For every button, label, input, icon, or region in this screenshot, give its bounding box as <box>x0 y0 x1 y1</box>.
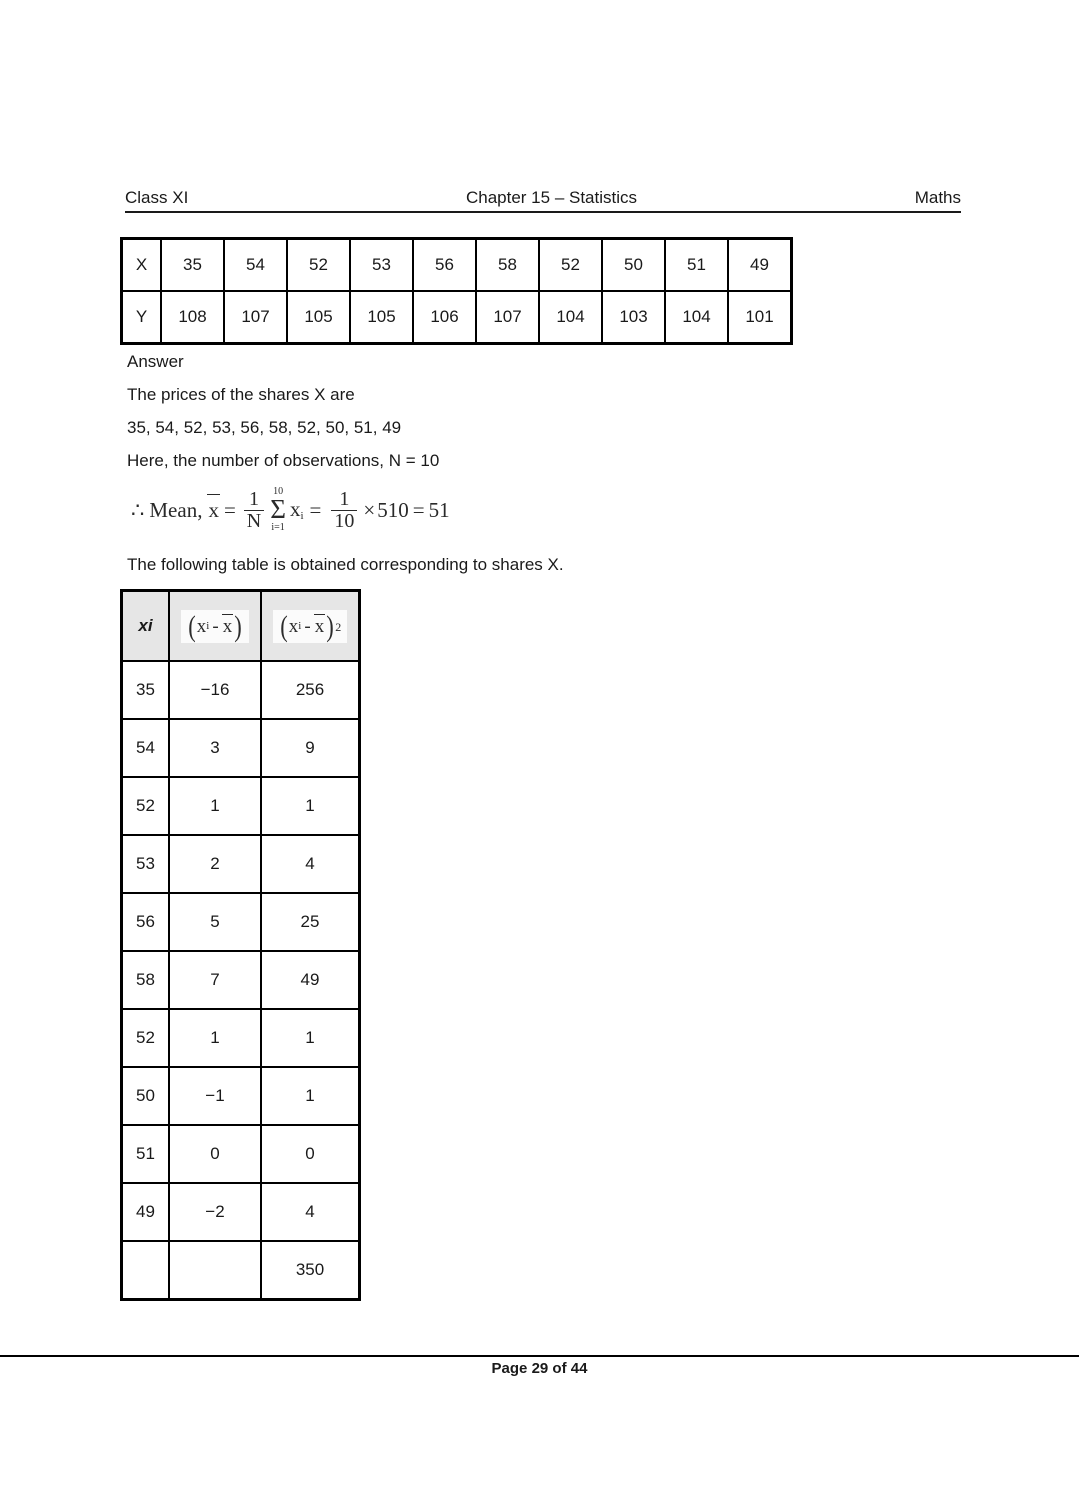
mean-label: Mean, <box>149 497 203 522</box>
cell-xi: 58 <box>122 951 170 1009</box>
answer-heading: Answer <box>127 352 184 371</box>
cell-dev: 3 <box>169 719 261 777</box>
open-paren: ( <box>188 609 196 643</box>
table-row <box>122 893 360 951</box>
table-row <box>122 719 360 777</box>
fraction-numerator: 1 <box>339 487 350 510</box>
cell-dev: 2 <box>169 835 261 893</box>
summand-term <box>290 497 304 522</box>
cell-xi: 53 <box>122 835 170 893</box>
cell-xi: 49 <box>122 1183 170 1241</box>
cell-dev-empty <box>169 1241 261 1300</box>
cell-sq: 256 <box>261 661 360 719</box>
table-header-row <box>122 591 360 662</box>
header-deviation <box>169 591 261 662</box>
cell-x-8: 51 <box>665 239 728 292</box>
equals-sign-1: = <box>223 497 236 522</box>
cell-dev: −2 <box>169 1183 261 1241</box>
cell-x-1: 54 <box>224 239 287 292</box>
prices-statement: The prices of the shares X are <box>127 385 355 404</box>
cell-xi: 35 <box>122 661 170 719</box>
cell-y-5: 107 <box>476 291 539 344</box>
table-row <box>122 777 360 835</box>
page-number-label: Page 29 of 44 <box>491 1360 588 1377</box>
cell-x-2: 52 <box>287 239 350 292</box>
table-total-row <box>122 1241 360 1300</box>
minus-sign: - <box>212 616 219 637</box>
multiplication-sign: × <box>363 497 376 522</box>
table-row <box>122 1183 360 1241</box>
cell-sq: 25 <box>261 893 360 951</box>
cell-x-7: 50 <box>602 239 665 292</box>
cell-x-3: 53 <box>350 239 413 292</box>
cell-sq: 9 <box>261 719 360 777</box>
fraction-one-over-ten <box>331 489 357 532</box>
observations-count: Here, the number of observations, N = 10 <box>127 451 440 470</box>
summation-upper-limit: 10 <box>273 486 284 498</box>
cell-sq: 4 <box>261 1183 360 1241</box>
table-row <box>122 291 792 344</box>
cell-y-0: 108 <box>161 291 224 344</box>
formula-subscript: i <box>206 620 210 632</box>
fraction-denominator: N <box>244 510 264 532</box>
following-table-statement: The following table is obtained corresponding to shares X. <box>127 555 564 574</box>
page-header <box>125 188 961 213</box>
cell-sq: 1 <box>261 777 360 835</box>
cell-xi: 51 <box>122 1125 170 1183</box>
prices-values-list: 35, 54, 52, 53, 56, 58, 52, 50, 51, 49 <box>127 418 402 437</box>
shares-xy-table <box>120 237 793 345</box>
cell-y-3: 105 <box>350 291 413 344</box>
cell-x-4: 56 <box>413 239 476 292</box>
cell-xi-empty <box>122 1241 170 1300</box>
deviation-formula <box>181 610 249 643</box>
cell-y-2: 105 <box>287 291 350 344</box>
cell-y-4: 106 <box>413 291 476 344</box>
cell-x-6: 52 <box>539 239 602 292</box>
row-label-x: X <box>122 239 162 292</box>
footer-divider <box>0 1355 1079 1357</box>
close-paren: ) <box>326 609 334 643</box>
summation-lower-limit: i=1 <box>271 521 285 533</box>
cell-y-1: 107 <box>224 291 287 344</box>
cell-dev: 0 <box>169 1125 261 1183</box>
open-paren: ( <box>280 609 288 643</box>
sum-value: 510 <box>377 497 409 522</box>
fraction-one-over-n <box>244 489 264 532</box>
cell-dev: 1 <box>169 1009 261 1067</box>
table-row <box>122 1125 360 1183</box>
exponent-two: 2 <box>335 619 342 634</box>
sigma-icon: Σ <box>270 494 286 525</box>
close-paren: ) <box>234 609 242 643</box>
header-xi-label: xi <box>138 616 153 635</box>
cell-y-9: 101 <box>728 291 792 344</box>
cell-xi: 52 <box>122 1009 170 1067</box>
equals-sign-2: = <box>309 497 322 522</box>
table-row <box>122 835 360 893</box>
minus-sign: - <box>304 616 311 637</box>
cell-y-7: 103 <box>602 291 665 344</box>
row-label-y: Y <box>122 291 162 344</box>
header-deviation-squared <box>261 591 360 662</box>
cell-xi: 50 <box>122 1067 170 1125</box>
deviation-squared-formula <box>273 610 347 643</box>
mean-formula <box>131 487 450 533</box>
cell-y-8: 104 <box>665 291 728 344</box>
cell-sq: 4 <box>261 835 360 893</box>
summand-subscript: i <box>300 510 304 523</box>
cell-x-0: 35 <box>161 239 224 292</box>
cell-dev: −16 <box>169 661 261 719</box>
table-row <box>122 1067 360 1125</box>
cell-xi: 52 <box>122 777 170 835</box>
fraction-numerator: 1 <box>249 487 260 510</box>
cell-dev: 5 <box>169 893 261 951</box>
table-row <box>122 951 360 1009</box>
x-bar-symbol: x <box>208 497 219 522</box>
cell-sq: 1 <box>261 1067 360 1125</box>
header-xi <box>122 591 170 662</box>
cell-x-9: 49 <box>728 239 792 292</box>
table-row <box>122 661 360 719</box>
formula-x-bar: x <box>222 616 233 637</box>
cell-dev: 1 <box>169 777 261 835</box>
equals-sign-3: = <box>412 497 425 522</box>
cell-dev: −1 <box>169 1067 261 1125</box>
cell-xi: 54 <box>122 719 170 777</box>
formula-subscript: i <box>298 620 302 632</box>
cell-sq: 0 <box>261 1125 360 1183</box>
fraction-denominator: 10 <box>331 510 357 532</box>
header-subject-label: Maths <box>914 188 961 207</box>
table-row <box>122 1009 360 1067</box>
cell-sq: 1 <box>261 1009 360 1067</box>
cell-dev: 7 <box>169 951 261 1009</box>
cell-sum-total: 350 <box>261 1241 360 1300</box>
header-class-label: Class XI <box>125 188 189 207</box>
formula-x-bar: x <box>314 616 325 637</box>
summation-operator <box>270 487 286 533</box>
summand-variable: x <box>289 497 301 522</box>
header-chapter-title: Chapter 15 – Statistics <box>465 188 638 207</box>
formula-variable: x <box>196 616 207 637</box>
cell-y-6: 104 <box>539 291 602 344</box>
mean-result: 51 <box>428 497 450 522</box>
table-row <box>122 239 792 292</box>
formula-variable: x <box>288 616 299 637</box>
therefore-symbol: ∴ <box>131 497 145 522</box>
cell-xi: 56 <box>122 893 170 951</box>
deviation-table <box>120 589 361 1301</box>
cell-x-5: 58 <box>476 239 539 292</box>
cell-sq: 49 <box>261 951 360 1009</box>
